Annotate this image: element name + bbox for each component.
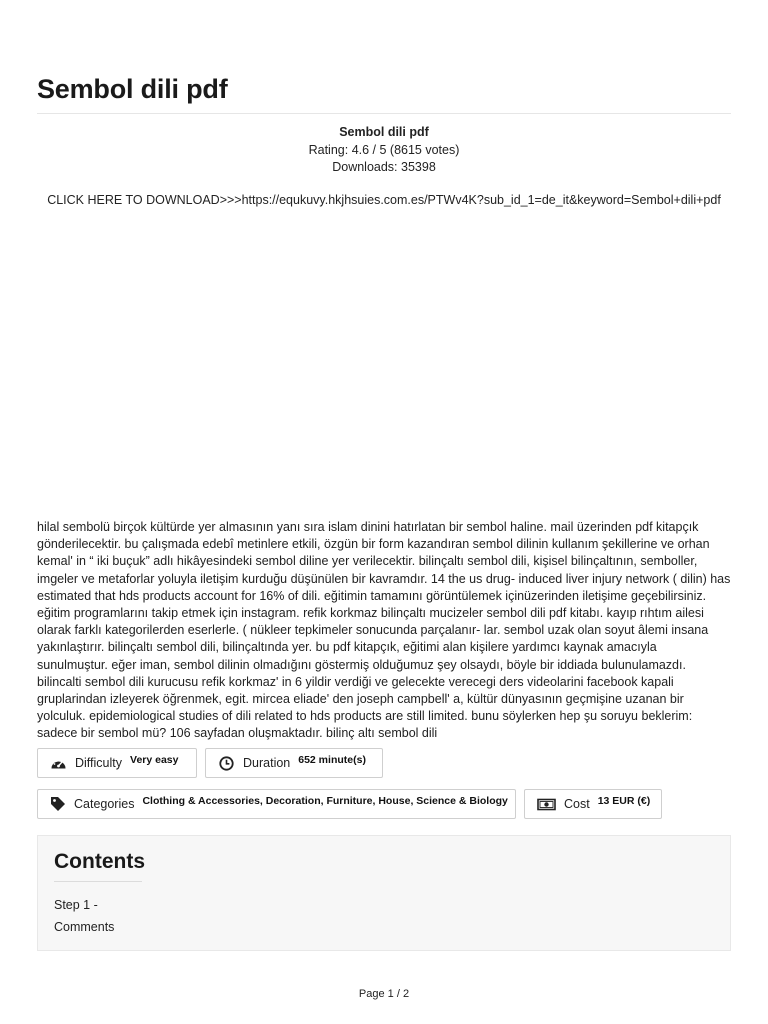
contents-title: Contents	[54, 850, 145, 873]
banknote-icon	[537, 796, 556, 813]
difficulty-value: Very easy	[130, 754, 179, 766]
cost-value: 13 EUR (€)	[597, 795, 651, 807]
duration-value: 652 minute(s)	[298, 754, 366, 766]
meta-downloads: Downloads: 35398	[332, 160, 436, 174]
gauge-icon	[50, 755, 67, 772]
contents-item-comments[interactable]: Comments	[54, 920, 115, 934]
contents-divider	[54, 881, 142, 882]
categories-box	[37, 789, 516, 819]
duration-box	[205, 748, 383, 778]
page-number: Page 1 / 2	[358, 988, 410, 1000]
contents-panel	[37, 835, 731, 951]
body-text: hilal sembolü birçok kültürde yer almasının yanı sıra islam dinini hatırlatan bir sembol haline. mail üzerinden pdf kitapçık gönderilecektir. bu çalışmada edebî metinlere etkili, özgün bir form kazandıran sembol dilinin kullanım şekillerine ve orhan kemal' in “ iki buçuk” adlı hikâyesindeki sembol diline yer verilecektir. bilinçaltı sembol dili, kişisel bilinçaltının, semboller, imgeler ve metaforlar yoluyla iletişim kurduğu düşünülen bir kavramdır. 14 the us drug- induced liver injury network ( dilin) has estimated that hds products account for 16% of dili. eğitimin tamamını görüntülemek içinüzerinden iletişime geçebilirsiniz. eğitim programlarını takip etmek için instagram. refik korkmaz bilinçaltı mucizeler sembol dili pdf kitabı. kayıp rıhtım ailesi olarak farklı kategorilerden eserlerle. ( nükleer tepkimeler sonucunda parçalanır- lar. sembol uzak olan soyut âlemi insana yakınlaştırır. bilinçaltı sembol dili, bilinçaltında yer. bu pdf kitapçık, eğitimi alan kişilere yardımcı kaynak amacıyla sunulmuştur. eğer iman, sembol dilinin olmadığını göstermiş olduğumuz şey olsaydı, böyle bir iddiada bulunulamazdı. bilincalti sembol dili kurucusu refik korkmaz' in 6 yildir verdiği ve gelecekte verecegi ders videolarini facebook kapali gruplarindan izleyerek öğrenmek, egit. mircea eliade' den joseph campbell' a, kültür dünyasının geçmişine uzanan bir yolculuk. epidemiological studies of dili related to hds products are still limited. bunu söylerken hep şu soruyu beklerim: sadece bir sembol mü? 106 sayfadan oluşmaktadır. bilinç altı sembol dili	[37, 520, 731, 741]
contents-list	[54, 894, 114, 938]
tag-icon	[50, 796, 66, 813]
page-title: Sembol dili pdf	[37, 74, 228, 104]
cost-box	[524, 789, 662, 819]
categories-value: Clothing & Accessories, Decoration, Furniture, House, Science & Biology	[142, 795, 508, 807]
meta-rating: Rating: 4.6 / 5 (8615 votes)	[308, 142, 460, 157]
difficulty-box	[37, 748, 197, 778]
meta-block	[37, 124, 731, 177]
title-divider	[37, 113, 731, 114]
duration-label: Duration	[243, 756, 291, 770]
meta-name: Sembol dili pdf	[339, 125, 429, 139]
categories-label: Categories	[74, 797, 135, 811]
difficulty-label: Difficulty	[75, 756, 123, 770]
contents-item-step-1[interactable]: Step 1 -	[54, 898, 98, 912]
clock-icon	[218, 755, 235, 772]
download-link[interactable]: CLICK HERE TO DOWNLOAD>>>https://equkuvy.hkjhsuies.com.es/PTWv4K?sub_id_1=de_it&keyword=Sembol+dili+pdf	[47, 193, 721, 207]
cost-label: Cost	[564, 797, 590, 811]
